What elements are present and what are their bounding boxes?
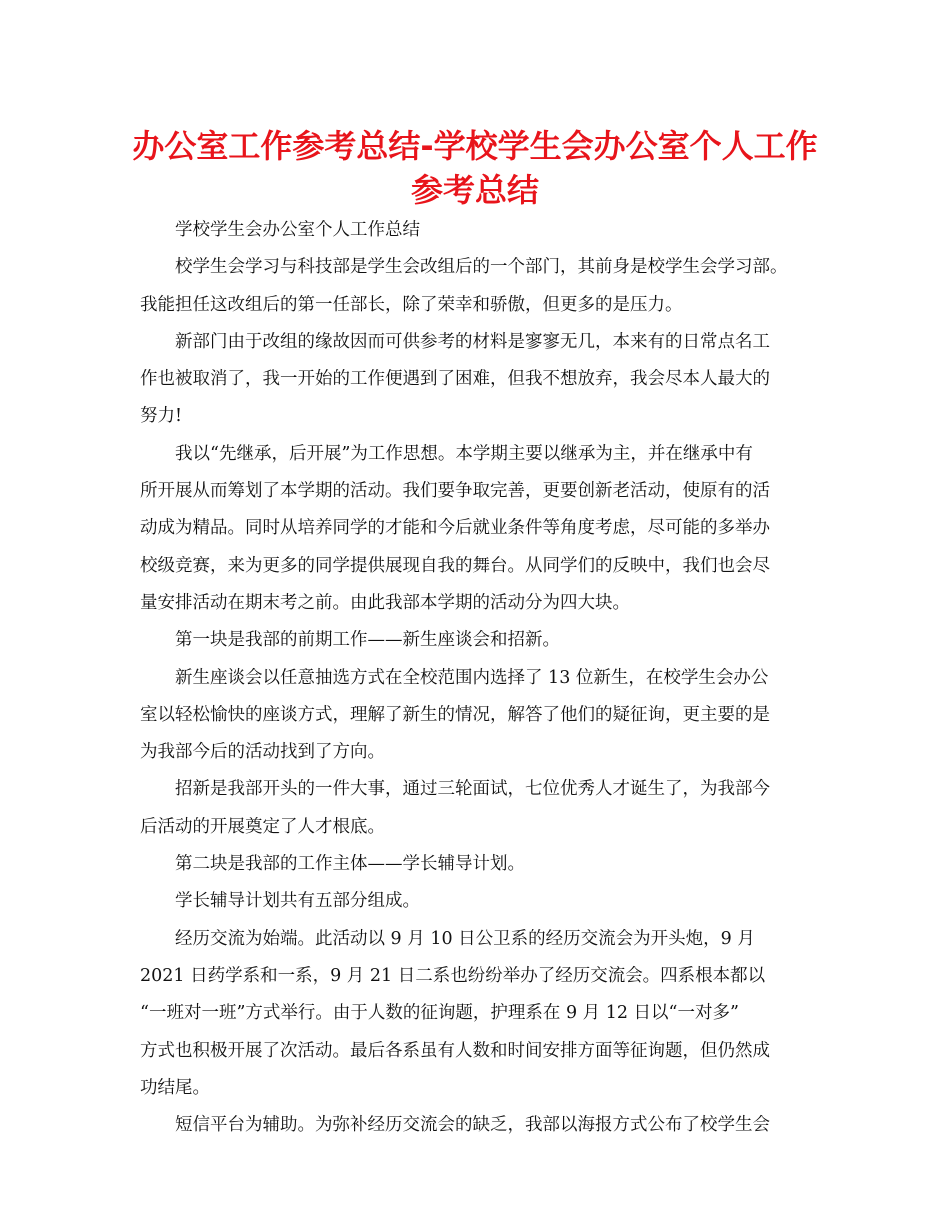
body-text-line: 学校学生会办公室个人工作总结 [175, 220, 420, 240]
body-text-line: “一班对一班”方式举行。由于人数的征询题，护理系在 9 月 12 日以“一对多” [140, 1003, 739, 1024]
body-text-line: 新生座谈会以任意抽选方式在全校范围内选择了 13 位新生，在校学生会办公 [175, 667, 769, 688]
body-text-line: 经历交流为始端。此活动以 9 月 10 日公卫系的经历交流会为开头炮，9 月 [175, 928, 755, 949]
body-text-line: 努力! [140, 406, 183, 427]
body-text-line: 功结尾。 [140, 1077, 210, 1098]
body-text-line: 方式也积极开展了次活动。最后各系虽有人数和时间安排方面等征询题，但仍然成 [140, 1040, 770, 1061]
body-text-line: 量安排活动在期末考之前。由此我部本学期的活动分为四大块。 [140, 592, 630, 613]
body-text-line: 学长辅导计划共有五部分组成。 [175, 891, 420, 912]
body-text-line: 动成为精品。同时从培养同学的才能和今后就业条件等角度考虑，尽可能的多举办 [140, 518, 770, 539]
body-text-line: 校学生会学习与科技部是学生会改组后的一个部门，其前身是校学生会学习部。 [175, 257, 788, 278]
body-text-line: 为我部今后的活动找到了方向。 [140, 742, 385, 763]
document-title-line-1: 办公室工作参考总结-学校学生会办公室个人工作 [132, 127, 818, 165]
body-text-line: 第二块是我部的工作主体——学长辅导计划。 [175, 854, 525, 875]
body-text-line: 所开展从而筹划了本学期的活动。我们要争取完善，更要创新老活动，使原有的活 [140, 481, 770, 502]
body-text-line: 室以轻松愉快的座谈方式，理解了新生的情况，解答了他们的疑征询，更主要的是 [140, 704, 770, 725]
body-text-line: 我能担任这改组后的第一任部长，除了荣幸和骄傲，但更多的是压力。 [140, 294, 683, 315]
body-text-line: 后活动的开展奠定了人才根底。 [140, 816, 385, 837]
body-text-line: 我以“先继承，后开展”为工作思想。本学期主要以继承为主，并在继承中有 [175, 443, 753, 464]
document-body [140, 212, 820, 1144]
body-text-line: 校级竞赛，来为更多的同学提供展现自我的舞台。从同学们的反映中，我们也会尽 [140, 555, 770, 576]
body-text-line: 招新是我部开头的一件大事，通过三轮面试，七位优秀人才诞生了，为我部今 [175, 779, 770, 800]
body-text-line: 作也被取消了，我一开始的工作便遇到了困难，但我不想放弃，我会尽本人最大的 [140, 369, 770, 390]
body-text-line: 2021 日药学系和一系，9 月 21 日二系也纷纷举办了经历交流会。四系根本都以 [140, 965, 766, 986]
document-title-line-2: 参考总结 [410, 171, 539, 209]
body-text-line: 第一块是我部的前期工作——新生座谈会和招新。 [175, 630, 560, 651]
body-text-line: 新部门由于改组的缘故因而可供参考的材料是寥寥无几，本来有的日常点名工 [175, 331, 770, 352]
body-text-line: 短信平台为辅助。为弥补经历交流会的缺乏，我部以海报方式公布了校学生会 [175, 1115, 770, 1136]
